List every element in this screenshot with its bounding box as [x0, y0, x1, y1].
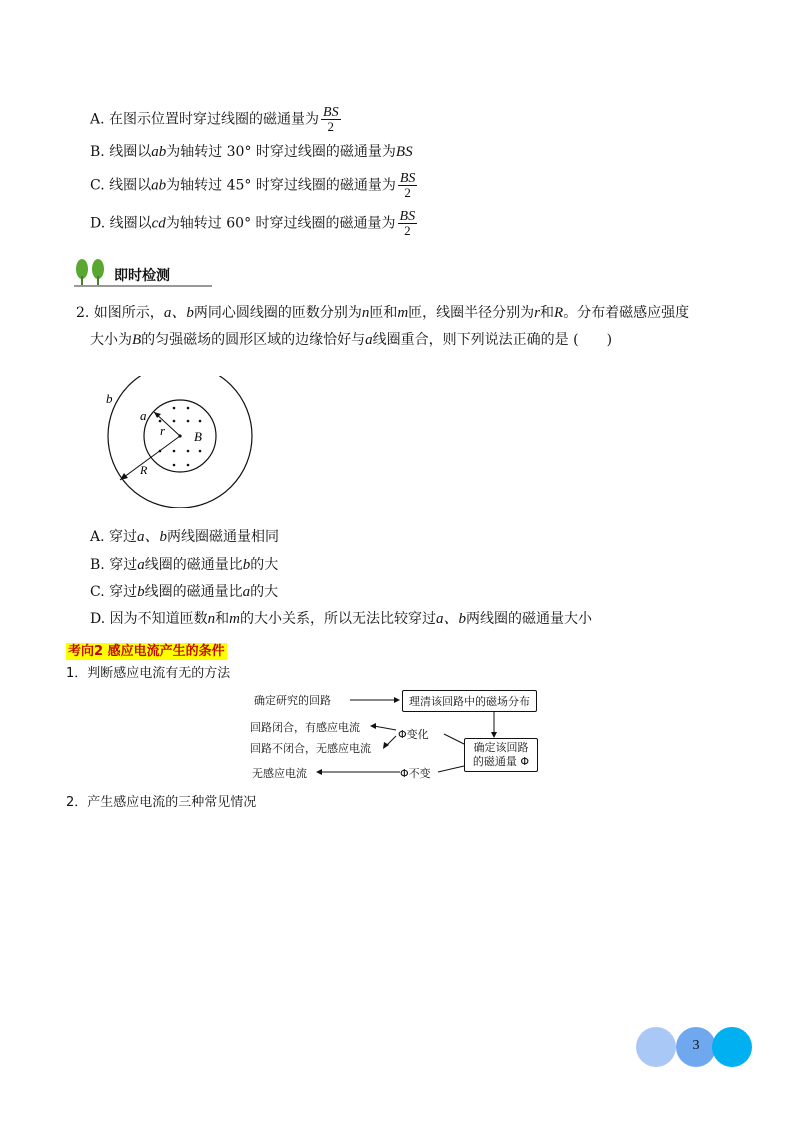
option-text: 两线圈的磁通量大小	[466, 611, 592, 627]
q2-text: 。分布着磁感应强度	[563, 305, 690, 321]
label-b: b	[106, 391, 113, 406]
q2-text: 和	[540, 305, 555, 321]
option-text: C. 穿过	[90, 584, 138, 600]
q2-text: 大小为	[90, 332, 132, 348]
label-B: B	[194, 429, 202, 444]
section2-title	[66, 640, 227, 659]
flow-no-current: 无感应电流	[252, 767, 307, 780]
option-text: C. 线圈以	[90, 177, 152, 194]
option-text: A. 在图示位置时穿过线圈的磁通量为	[90, 111, 320, 128]
item-1: 1．判断感应电流有无的方法	[66, 666, 231, 681]
var-a: a	[242, 584, 251, 600]
option-text: 的大小关系，所以无法比较穿过	[239, 611, 436, 627]
q2-option-b	[90, 555, 278, 575]
var-B: B	[132, 332, 142, 348]
fraction	[398, 210, 418, 237]
var-bs: BS	[395, 144, 413, 160]
q2-text: 2. 如图所示，	[76, 305, 164, 321]
option-text: 为轴转过 60° 时穿过线圈的磁通量为	[165, 215, 396, 232]
q1-option-b	[90, 142, 413, 162]
decor-circle-right	[712, 1027, 752, 1067]
var-ab: a、b	[163, 305, 194, 321]
arrowhead	[120, 473, 128, 480]
var-ab: ab	[151, 144, 167, 160]
q2-text: 线圈重合，则下列说法正确的是 ( )	[372, 332, 613, 348]
concentric-coils-figure	[100, 376, 262, 508]
flow-flux-box-line2: 的磁通量 Φ	[472, 755, 530, 768]
var-b: b	[242, 557, 251, 573]
fraction	[321, 106, 341, 133]
flow-flux-box-line1: 确定该回路	[473, 741, 529, 754]
tree-icon	[76, 259, 104, 285]
q2-text: 两同心圆线圈的匝数分别为	[193, 305, 362, 321]
flow-field-distribution-box: 理清该回路中的磁场分布	[402, 690, 537, 712]
coil-b-circle	[108, 376, 252, 508]
fraction-numerator: BS	[399, 209, 416, 224]
option-text: 和	[215, 611, 230, 627]
var-a: a	[365, 332, 373, 348]
option-text: 两线圈磁通量相同	[167, 529, 280, 545]
var-ab: a、b	[435, 611, 466, 627]
flow-flux-box	[464, 738, 538, 772]
q2-option-a	[90, 527, 279, 547]
q2-text: 匝，线圈半径分别为	[408, 305, 535, 321]
section2-title-text: 考向2 感应电流产生的条件	[68, 644, 225, 659]
label-a: a	[140, 408, 147, 423]
flow-flux-same: Φ不变	[400, 767, 431, 780]
fraction-denominator: 2	[404, 223, 411, 238]
var-r: r	[534, 305, 541, 321]
option-text: 为轴转过 30° 时穿过线圈的磁通量为	[166, 144, 396, 160]
q2-text: 的匀强磁场的圆形区域的边缘恰好与	[141, 332, 366, 348]
q1-option-c	[90, 172, 417, 199]
label-r: r	[160, 423, 166, 438]
decor-circle-left	[636, 1027, 676, 1067]
var-m: m	[229, 611, 240, 627]
option-text: B. 穿过	[90, 557, 138, 573]
q2-text: 匝和	[369, 305, 398, 321]
option-text: D. 线圈以	[90, 215, 152, 232]
q2-option-c	[90, 582, 278, 602]
option-text: A. 穿过	[90, 529, 138, 545]
q2-option-d	[90, 609, 592, 629]
option-text: B. 线圈以	[90, 144, 152, 160]
page-number: 3	[692, 1038, 700, 1053]
option-text: 的大	[250, 557, 279, 573]
var-m: m	[397, 305, 409, 321]
var-ab: a、b	[137, 529, 168, 545]
var-b: b	[137, 584, 145, 600]
option-text: D. 因为不知道匝数	[90, 611, 208, 627]
section-check-title: 即时检测	[114, 268, 170, 284]
var-n: n	[207, 611, 216, 627]
option-text: 的大	[250, 584, 279, 600]
q1-option-a	[90, 106, 341, 133]
flow-flux-change: Φ变化	[398, 728, 429, 741]
flow-open-no-current: 回路不闭合，无感应电流	[250, 742, 371, 755]
fraction-numerator: BS	[399, 171, 416, 186]
option-text: 为轴转过 45° 时穿过线圈的磁通量为	[166, 177, 396, 194]
var-cd: cd	[151, 215, 166, 232]
q1-option-d	[90, 210, 417, 237]
var-ab: ab	[151, 177, 167, 194]
q2-line-2	[90, 330, 612, 350]
fraction	[398, 172, 418, 199]
item-2: 2．产生感应电流的三种常见情况	[66, 795, 257, 810]
fraction-numerator: BS	[323, 105, 339, 120]
option-text: 线圈的磁通量比	[144, 557, 243, 573]
var-n: n	[361, 305, 370, 321]
radius-R-line	[120, 436, 180, 480]
fraction-denominator: 2	[327, 119, 335, 134]
flow-closed-current: 回路闭合，有感应电流	[250, 721, 360, 734]
option-text: 线圈的磁通量比	[144, 584, 243, 600]
var-a: a	[137, 557, 145, 573]
q2-line-1	[76, 303, 689, 323]
fraction-denominator: 2	[404, 185, 411, 200]
var-R: R	[554, 305, 564, 321]
flow-determine-circuit: 确定研究的回路	[254, 694, 331, 707]
label-R: R	[140, 463, 148, 477]
